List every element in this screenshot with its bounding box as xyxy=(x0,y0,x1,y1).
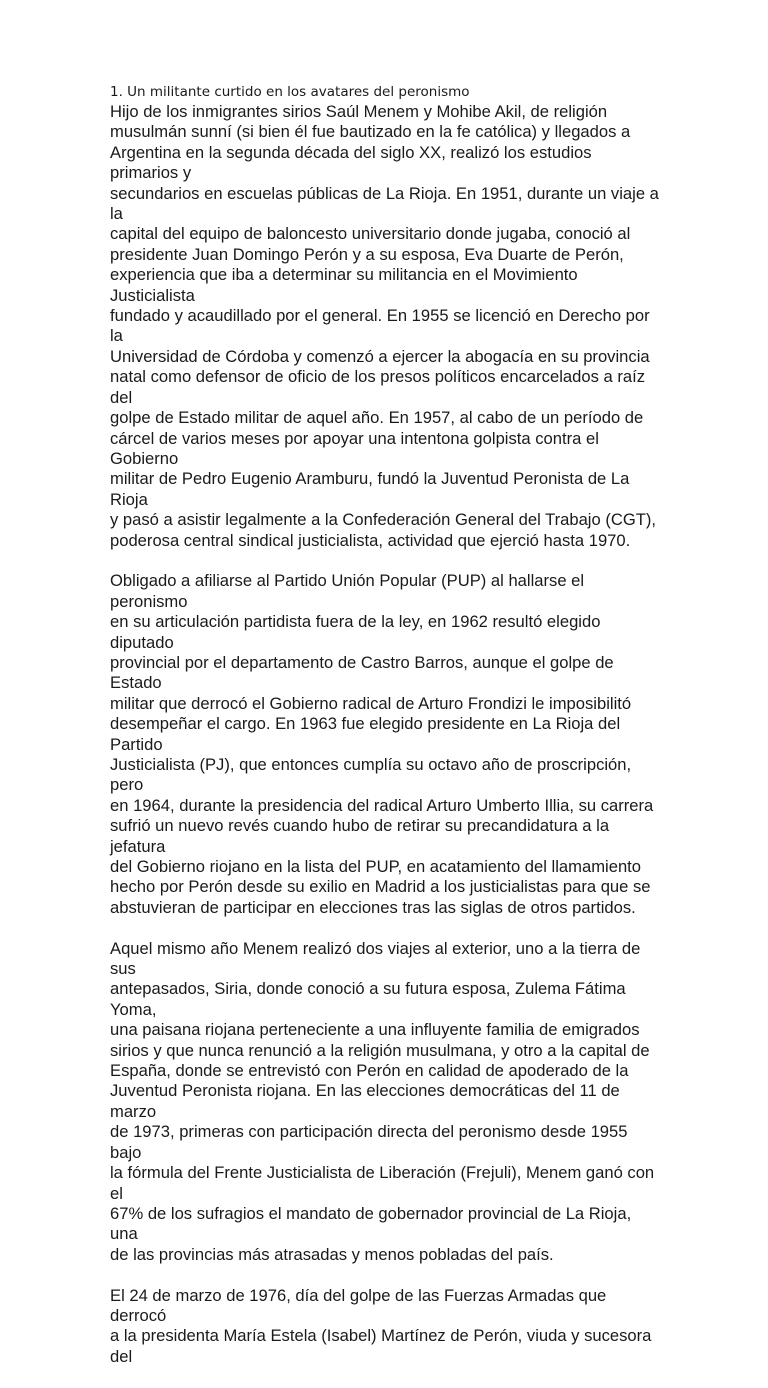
document-page xyxy=(110,82,662,1388)
paragraph-4: El 24 de marzo de 1976, día del golpe de las Fuerzas Armadas que derrocó a la presidenta María Estela (Isabel) Martínez de Perón, viuda y sucesora del xyxy=(110,1285,652,1366)
paragraph-2: Obligado a afiliarse al Partido Unión Popular (PUP) al hallarse el peronismo en su articulación partidista fuera de la ley, en 1962 resultó elegido diputado provincial por el departamento de Castro Barros, aunque el golpe de Estado militar que derrocó el Gobierno radical de Arturo Frondizi le imposibilitó desempeñar el cargo. En 1963 fue elegido presidente en La Rioja del Partido Justicialista (PJ), que entonces cumplía su octavo año de proscripción, pero en 1964, durante la presidencia del radical Arturo Umberto Illia, su carrera sufrió un nuevo revés cuando hubo de retirar su precandidatura a la jefatura del Gobierno riojano en la lista del PUP, en acatamiento del llamamiento hecho por Perón desde su exilio en Madrid a los justicialistas para que se abstuvieran de participar en elecciones tras las siglas de otros partidos. xyxy=(110,571,654,917)
paragraph-1: Hijo de los inmigrantes sirios Saúl Menem y Mohibe Akil, de religión musulmán sunní (si bien él fue bautizado en la fe católica) y llegados a Argentina en la segunda década del siglo XX, realizó los estudios primarios y secundarios en escuelas públicas de La Rioja. En 1951, durante un viaje a la capital del equipo de baloncesto universitario donde jugaba, conoció al presidente Juan Domingo Perón y a su esposa, Eva Duarte de Perón, experiencia que iba a determinar su militancia en el Movimiento Justicialista fundado y acaudillado por el general. En 1955 se licenció en Derecho por la Universidad de Córdoba y comenzó a ejercer la abogacía en su provincia natal como defensor de oficio de los presos políticos encarcelados a raíz del golpe de Estado militar de aquel año. En 1957, al cabo de un período de cárcel de varios meses por apoyar una intentona golpista contra el Gobierno militar de Pedro Eugenio Aramburu, fundó la Juventud Peronista de La Rioja y pasó a asistir legalmente a la Confederación General del Trabajo (CGT), poderosa central sindical justicialista, actividad que ejerció hasta 1970. xyxy=(110,102,659,550)
section-heading: 1. Un militante curtido en los avatares del peronismo xyxy=(110,84,470,100)
paragraph-3: Aquel mismo año Menem realizó dos viajes al exterior, uno a la tierra de sus antepasados, Siria, donde conoció a su futura esposa, Zulema Fátima Yoma, una paisana riojana perteneciente a una influyente familia de emigrados sirios y que nunca renunció a la religión musulmana, y otro a la capital de España, donde se entrevistó con Perón en calidad de apoderado de la Juventud Peronista riojana. En las elecciones democráticas del 11 de marzo de 1973, primeras con participación directa del peronismo desde 1955 bajo la fórmula del Frente Justicialista de Liberación (Frejuli), Menem ganó con el 67% de los sufragios el mandato de gobernador provincial de La Rioja, una de las provincias más atrasadas y menos pobladas del país. xyxy=(110,938,655,1264)
